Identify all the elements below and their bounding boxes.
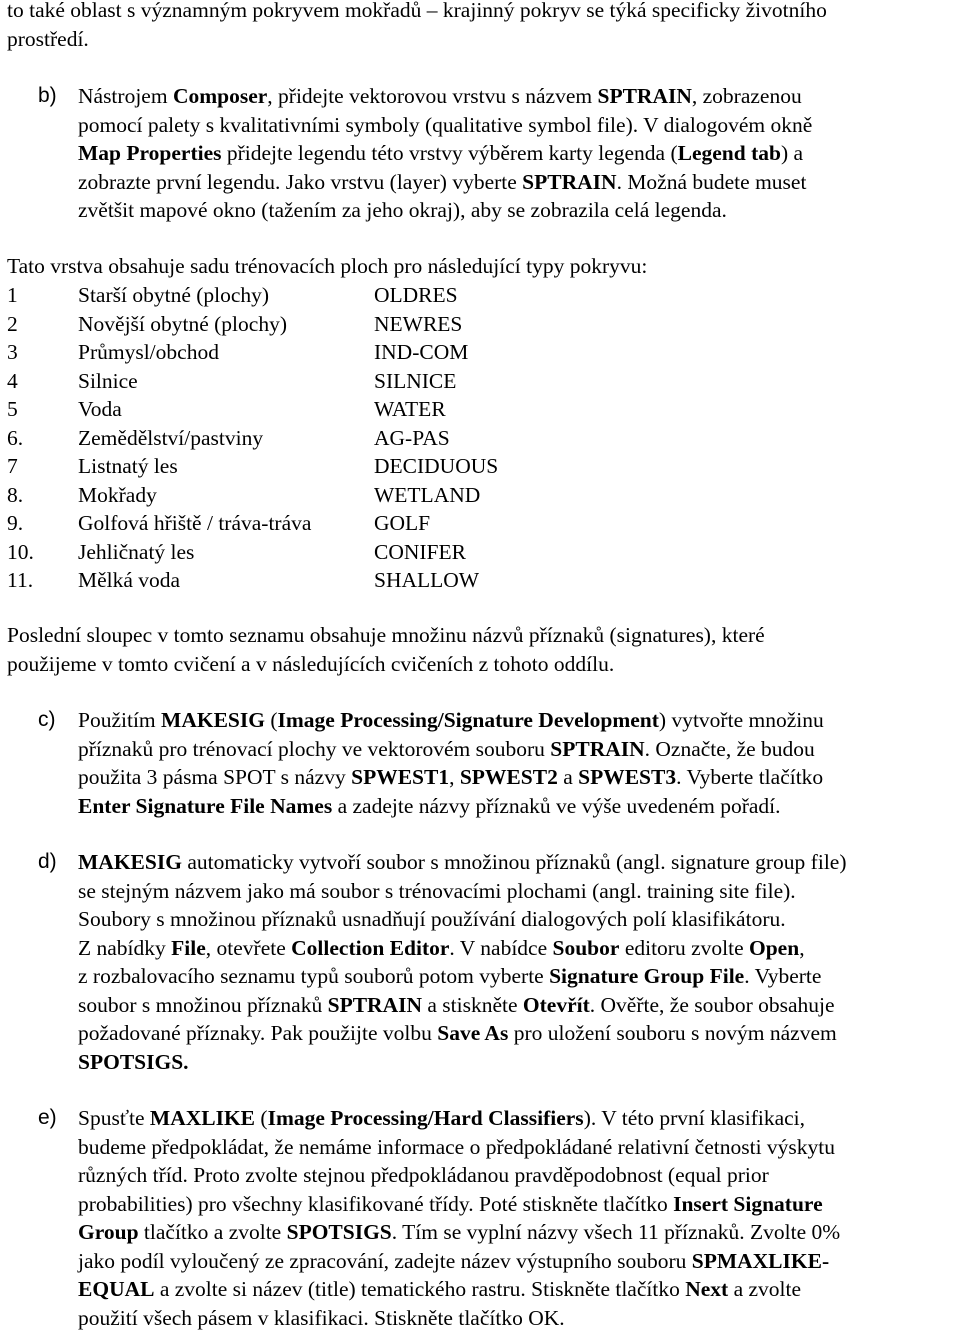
class-number: 1: [7, 281, 18, 310]
text-run: (: [265, 708, 278, 732]
step-c-text: [78, 706, 960, 820]
bold-term: Enter Signature File Names: [78, 794, 332, 818]
table-row: [7, 481, 607, 510]
class-number: 3: [7, 338, 18, 367]
signature-code: WETLAND: [374, 481, 480, 510]
step-marker: d): [38, 848, 57, 877]
text-run: ). V této první klasifikaci,: [584, 1106, 805, 1130]
bold-term: SPTRAIN: [597, 84, 691, 108]
bold-term: SPMAXLIKE-: [692, 1249, 829, 1273]
text-line: [78, 1133, 960, 1162]
class-number: 6.: [7, 424, 23, 453]
step-b-text: [78, 82, 960, 225]
text-run: zobrazte první legendu. Jako vrstvu (layer) vyberte: [78, 170, 522, 194]
step-marker: c): [38, 706, 56, 735]
text-line: [78, 1275, 960, 1304]
text-run: pro uložení souboru s novým názvem: [508, 1021, 836, 1045]
text-run: pomocí palety s kvalitativními symboly (qualitative symbol file). V dialogovém okně: [78, 113, 812, 137]
text-run: , zobrazenou: [692, 84, 802, 108]
cover-type-table: [7, 281, 607, 595]
text-line: [78, 1247, 960, 1276]
table-row: [7, 509, 607, 538]
signature-code: WATER: [374, 395, 446, 424]
bold-term: Group: [78, 1220, 139, 1244]
bold-term: SPOTSIGS.: [78, 1050, 189, 1074]
text-run: Spusťte: [78, 1106, 150, 1130]
text-line: [78, 848, 960, 877]
text-run: jako podíl vyloučený ze zpracování, zadejte název výstupního souboru: [78, 1249, 692, 1273]
bold-term: Next: [685, 1277, 728, 1301]
text-run: . Vyberte tlačítko: [676, 765, 823, 789]
text-run: (: [255, 1106, 268, 1130]
text-run: budeme předpokládat, že nemáme informace o předpokládané relativní četnosti výskytu: [78, 1135, 835, 1159]
text-run: příznaků pro trénovací plochy ve vektorovém souboru: [78, 737, 550, 761]
text-run: soubor s množinou příznaků: [78, 993, 328, 1017]
bold-term: Image Processing/Signature Development: [278, 708, 659, 732]
text-run: použita 3 pásma SPOT s názvy: [78, 765, 351, 789]
text-run: . Možná budete muset: [617, 170, 807, 194]
class-number: 8.: [7, 481, 23, 510]
class-number: 10.: [7, 538, 34, 567]
text-run: ) vytvořte množinu: [659, 708, 824, 732]
text-run: ,: [449, 765, 460, 789]
table-row: [7, 281, 607, 310]
text-run: zvětšit mapové okno (tažením za jeho okraj), aby se zobrazila celá legenda.: [78, 198, 727, 222]
step-marker: e): [38, 1104, 57, 1133]
bold-term: MAKESIG: [78, 850, 182, 874]
class-name: Silnice: [78, 367, 138, 396]
bold-term: File: [171, 936, 206, 960]
class-number: 4: [7, 367, 18, 396]
text-line: [78, 735, 960, 764]
signature-code: NEWRES: [374, 310, 462, 339]
signature-code: OLDRES: [374, 281, 458, 310]
class-name: Jehličnatý les: [78, 538, 194, 567]
bold-term: MAKESIG: [161, 708, 265, 732]
bold-term: SPWEST2: [460, 765, 558, 789]
bold-term: Save As: [437, 1021, 508, 1045]
class-name: Listnatý les: [78, 452, 178, 481]
text-line: [78, 111, 960, 140]
text-line: [78, 905, 960, 934]
bold-term: Otevřít: [523, 993, 590, 1017]
signature-code: SHALLOW: [374, 566, 479, 595]
text-line: [78, 82, 960, 111]
text-line: [78, 1190, 960, 1219]
class-number: 2: [7, 310, 18, 339]
bold-term: SPOTSIGS: [287, 1220, 392, 1244]
text-run: a: [558, 765, 578, 789]
bold-term: Insert Signature: [673, 1192, 823, 1216]
text-run: editoru zvolte: [619, 936, 749, 960]
text-run: , přidejte vektorovou vrstvu s názvem: [267, 84, 597, 108]
text-line: [78, 877, 960, 906]
class-number: 9.: [7, 509, 23, 538]
text-line: [78, 1104, 960, 1133]
table-row: [7, 338, 607, 367]
bold-term: Composer: [173, 84, 267, 108]
paragraph-line: Poslední sloupec v tomto seznamu obsahuje množinu názvů příznaků (signatures), které: [7, 621, 957, 650]
signature-code: IND-COM: [374, 338, 468, 367]
text-line: [78, 962, 960, 991]
text-run: ,: [799, 936, 804, 960]
text-run: různých tříd. Proto zvolte stejnou předpokládanou pravděpodobnost (equal prior: [78, 1163, 769, 1187]
text-run: přidejte legendu této vrstvy výběrem karty legenda (: [222, 141, 678, 165]
class-number: 5: [7, 395, 18, 424]
bold-term: SPTRAIN: [522, 170, 616, 194]
table-intro: Tato vrstva obsahuje sadu trénovacích ploch pro následující typy pokryvu:: [7, 252, 957, 281]
table-row: [7, 395, 607, 424]
text-run: se stejným názvem jako má soubor s trénovacími plochami (angl. training site file).: [78, 879, 796, 903]
text-run: automaticky vytvoří soubor s množinou příznaků (angl. signature group file): [182, 850, 847, 874]
bold-term: Open: [749, 936, 799, 960]
class-name: Golfová hřiště / tráva-tráva: [78, 509, 311, 538]
text-line: [78, 1019, 960, 1048]
class-name: Zemědělství/pastviny: [78, 424, 263, 453]
text-line: [78, 1161, 960, 1190]
text-run: . Tím se vyplní názvy všech 11 příznaků. Zvolte 0%: [392, 1220, 840, 1244]
after-table-paragraph: [7, 621, 957, 678]
text-run: a zadejte názvy příznaků ve výše uvedeném pořadí.: [332, 794, 780, 818]
text-run: a stiskněte: [422, 993, 523, 1017]
text-line: [78, 934, 960, 963]
bold-term: SPWEST1: [351, 765, 449, 789]
text-run: Použitím: [78, 708, 161, 732]
signature-code: AG-PAS: [374, 424, 450, 453]
text-line: [78, 706, 960, 735]
class-name: Novější obytné (plochy): [78, 310, 287, 339]
text-line: [78, 168, 960, 197]
text-line: [78, 792, 960, 821]
step-e-text: [78, 1104, 960, 1332]
text-run: použití všech pásem v klasifikaci. Stiskněte tlačítko OK.: [78, 1306, 565, 1330]
text-line: [78, 196, 960, 225]
text-run: , otevřete: [206, 936, 291, 960]
table-row: [7, 566, 607, 595]
text-run: . Vyberte: [744, 964, 821, 988]
signature-code: CONIFER: [374, 538, 466, 567]
class-number: 11.: [7, 566, 33, 595]
text-run: tlačítko a zvolte: [139, 1220, 287, 1244]
bold-term: Signature Group File: [549, 964, 744, 988]
text-run: z rozbalovacího seznamu typů souborů potom vyberte: [78, 964, 549, 988]
step-d-text: [78, 848, 960, 1076]
text-line: [78, 1304, 960, 1332]
text-run: probabilities) pro všechny klasifikované třídy. Poté stiskněte tlačítko: [78, 1192, 673, 1216]
text-run: Z nabídky: [78, 936, 171, 960]
intro-line: to také oblast s významným pokryvem mokřadů – krajinný pokryv se týká specificky životního: [7, 0, 957, 25]
class-name: Mokřady: [78, 481, 157, 510]
bold-term: Collection Editor: [291, 936, 449, 960]
bold-term: SPWEST3: [578, 765, 676, 789]
bold-term: Legend tab: [678, 141, 781, 165]
bold-term: MAXLIKE: [150, 1106, 255, 1130]
intro-line: prostředí.: [7, 25, 957, 54]
text-run: požadované příznaky. Pak použijte volbu: [78, 1021, 437, 1045]
text-run: . V nabídce: [449, 936, 552, 960]
class-number: 7: [7, 452, 18, 481]
bold-term: Soubor: [553, 936, 620, 960]
class-name: Voda: [78, 395, 122, 424]
text-line: [78, 1048, 960, 1077]
text-run: Nástrojem: [78, 84, 173, 108]
text-run: a zvolte: [728, 1277, 801, 1301]
signature-code: SILNICE: [374, 367, 456, 396]
class-name: Průmysl/obchod: [78, 338, 219, 367]
text-run: a zvolte si název (title) tematického rastru. Stiskněte tlačítko: [154, 1277, 685, 1301]
paragraph-line: použijeme v tomto cvičení a v následujících cvičeních z tohoto oddílu.: [7, 650, 957, 679]
signature-code: GOLF: [374, 509, 430, 538]
bold-term: Map Properties: [78, 141, 222, 165]
text-run: Soubory s množinou příznaků usnadňují používání dialogových polí klasifikátoru.: [78, 907, 786, 931]
step-marker: b): [38, 82, 57, 111]
text-line: [78, 991, 960, 1020]
table-row: [7, 452, 607, 481]
bold-term: SPTRAIN: [328, 993, 422, 1017]
table-row: [7, 367, 607, 396]
text-run: . Označte, že budou: [645, 737, 815, 761]
table-row: [7, 424, 607, 453]
text-run: ) a: [781, 141, 803, 165]
signature-code: DECIDUOUS: [374, 452, 498, 481]
bold-term: SPTRAIN: [550, 737, 644, 761]
table-row: [7, 310, 607, 339]
text-line: [78, 763, 960, 792]
class-name: Mělká voda: [78, 566, 180, 595]
bold-term: EQUAL: [78, 1277, 154, 1301]
table-row: [7, 538, 607, 567]
class-name: Starší obytné (plochy): [78, 281, 269, 310]
text-line: [78, 139, 960, 168]
intro-paragraph: [7, 0, 957, 53]
bold-term: Image Processing/Hard Classifiers: [268, 1106, 584, 1130]
text-run: . Ověřte, že soubor obsahuje: [590, 993, 835, 1017]
text-line: [78, 1218, 960, 1247]
